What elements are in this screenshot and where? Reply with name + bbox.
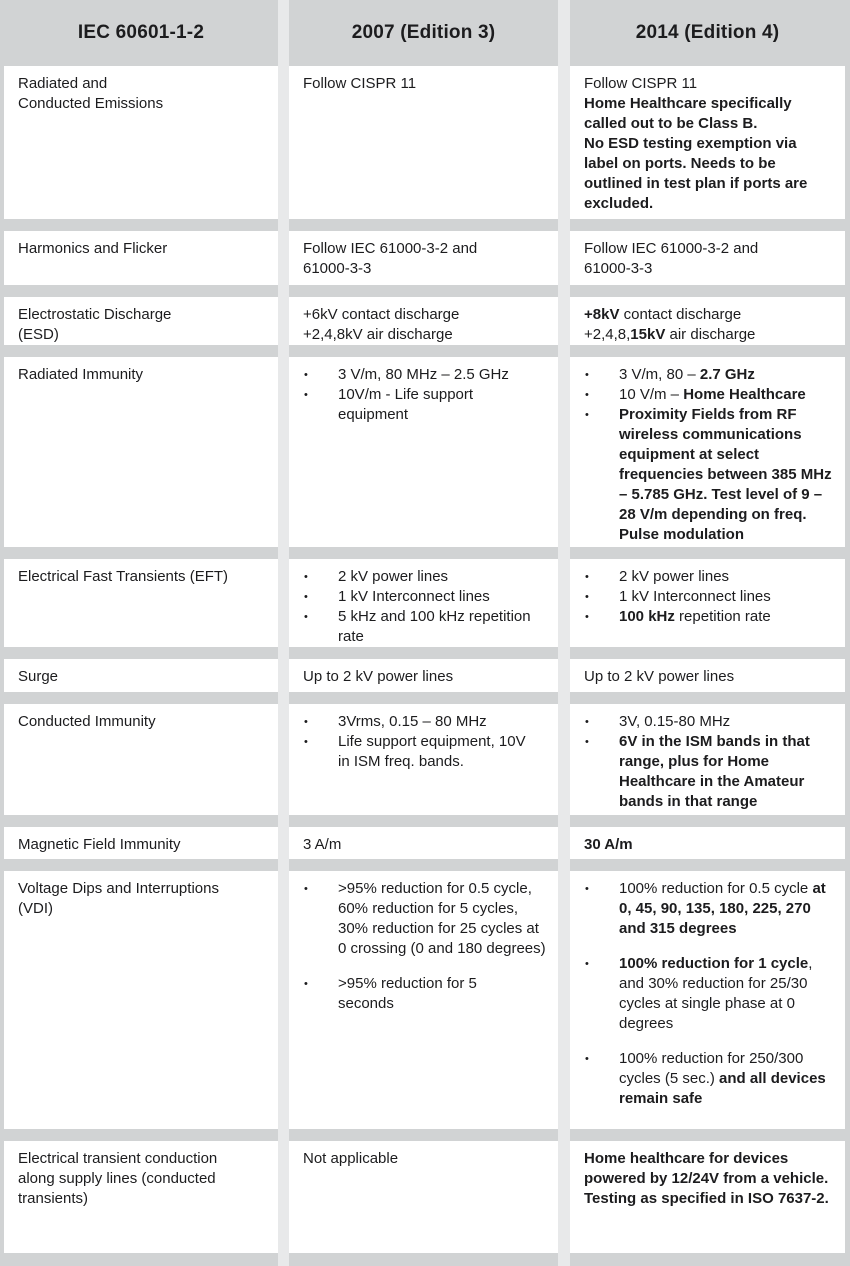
cell-magnetic-field-immunity-col2: [570, 827, 845, 859]
cell-esd-col0: [4, 297, 278, 345]
cell-text: Voltage Dips and Interruptions (VDI): [18, 880, 219, 917]
bullet-list: [303, 712, 546, 772]
cell-text: Electrical Fast Transients (EFT): [18, 568, 229, 585]
bullet-text: 3Vrms, 0.15 – 80 MHz: [338, 713, 487, 730]
bullet-item: [584, 712, 833, 732]
bullet-text: 2 kV power lines: [619, 568, 730, 585]
cell-conducted-immunity-col1: [289, 704, 558, 815]
cell-text: Surge: [18, 668, 59, 685]
bullet-list: [584, 712, 833, 812]
cell-text: Follow IEC 61000-3-2 and 61000-3-3: [303, 240, 478, 277]
bullet-item: [584, 607, 833, 627]
bullet-icon: •: [304, 978, 308, 990]
bullet-icon: •: [585, 736, 589, 748]
bullet-item: [303, 365, 546, 385]
cell-radiated-conducted-emissions-col1: [289, 66, 558, 219]
cell-eft-col0: [4, 559, 278, 647]
cell-radiated-immunity-col2: [570, 357, 845, 547]
cell-esd-col2: [570, 297, 845, 345]
cell-text: Electrostatic Discharge (ESD): [18, 306, 172, 343]
cell-text: Home healthcare for devices powered by 12/24V from a vehicle. Testing as specified in ISO 7637-2.: [584, 1150, 829, 1207]
cell-text: 30 A/m: [584, 836, 633, 853]
bullet-text: >95% reduction for 0.5 cycle, 60% reduction for 5 cycles, 30% reduction for 25 cycles at 0 crossing (0 and 180 degrees): [338, 880, 546, 957]
column-criteria: [0, 0, 278, 1266]
bullet-text: 100 kHz repetition rate: [619, 608, 771, 625]
bullet-item: [303, 974, 546, 1014]
bullet-list: [584, 879, 833, 1109]
bullet-text: >95% reduction for 5 seconds: [338, 975, 477, 1012]
cell-text: +8kV contact discharge +2,4,8,15kV air discharge: [584, 306, 756, 343]
bullet-list: [303, 365, 546, 425]
bullet-item: [584, 732, 833, 812]
cell-conducted-transients-col1: [289, 1141, 558, 1253]
cell-text: Radiated Immunity: [18, 366, 144, 383]
bullet-icon: •: [585, 1053, 589, 1065]
header-2007-edition-3: 2007 (Edition 3): [351, 22, 496, 43]
cell-text: Follow CISPR 11: [303, 75, 417, 92]
bullet-text: 3V, 0.15-80 MHz: [619, 713, 731, 730]
cell-text: +6kV contact discharge +2,4,8kV air discharge: [303, 306, 460, 343]
bullet-text: 1 kV Interconnect lines: [338, 588, 490, 605]
bullet-text: 100% reduction for 250/300 cycles (5 sec.) and all devices remain safe: [619, 1050, 826, 1107]
bullet-item: [584, 1049, 833, 1109]
header-standard: IEC 60601-1-2: [77, 22, 205, 43]
cell-text: Magnetic Field Immunity: [18, 836, 181, 853]
cell-esd-col1: [289, 297, 558, 345]
bullet-icon: •: [585, 409, 589, 421]
bullet-icon: •: [585, 389, 589, 401]
bullet-text: Life support equipment, 10V in ISM freq. bands.: [338, 733, 526, 770]
column-edition-3: [289, 0, 558, 1266]
bullet-item: [584, 587, 833, 607]
cell-vdi-col1: [289, 871, 558, 1129]
bullet-item: [584, 385, 833, 405]
cell-text: Follow CISPR 11 Home Healthcare specifically called out to be Class B. No ESD testing exemption via label on ports. Needs to be outlined in test plan if ports are excluded.: [584, 75, 808, 212]
bullet-icon: •: [304, 883, 308, 895]
bullet-icon: •: [304, 571, 308, 583]
cell-surge-col0: [4, 659, 278, 692]
cell-conducted-transients-col0: [4, 1141, 278, 1253]
bullet-list: [303, 879, 546, 1014]
bullet-text: 10 V/m – Home Healthcare: [619, 386, 806, 403]
bullet-item: [303, 732, 546, 772]
bullet-item: [584, 879, 833, 939]
bullet-text: 100% reduction for 1 cycle, and 30% reduction for 25/30 cycles at single phase at 0 degrees: [619, 955, 813, 1032]
cell-eft-col2: [570, 559, 845, 647]
cell-radiated-conducted-emissions-col2: [570, 66, 845, 219]
bullet-text: 5 kHz and 100 kHz repetition rate: [338, 608, 531, 645]
bullet-icon: •: [304, 736, 308, 748]
header-2014-edition-4: 2014 (Edition 4): [635, 22, 780, 43]
cell-text: Electrical transient conduction along supply lines (conducted transients): [18, 1150, 218, 1207]
cell-text: Up to 2 kV power lines: [584, 668, 735, 685]
cell-conducted-transients-col2: [570, 1141, 845, 1253]
column-gutter: [558, 0, 570, 1266]
cell-vdi-col2: [570, 871, 845, 1129]
bullet-item: [584, 405, 833, 545]
bullet-icon: •: [304, 611, 308, 623]
bullet-item: [584, 954, 833, 1034]
bullet-text: 10V/m - Life support equipment: [338, 386, 474, 423]
bullet-item: [303, 879, 546, 959]
bullet-text: 2 kV power lines: [338, 568, 449, 585]
bullet-item: [303, 567, 546, 587]
bullet-icon: •: [585, 591, 589, 603]
bullet-icon: •: [304, 591, 308, 603]
bullet-text: 3 V/m, 80 – 2.7 GHz: [619, 366, 755, 383]
cell-magnetic-field-immunity-col0: [4, 827, 278, 859]
bullet-item: [303, 587, 546, 607]
bullet-item: [303, 712, 546, 732]
cell-text: Radiated and Conducted Emissions: [18, 75, 164, 112]
bullet-text: Proximity Fields from RF wireless communications equipment at select frequencies between 385 MHz – 5.785 GHz. Test level of 9 – 28 V/m depending on freq. Pulse modulation: [619, 406, 832, 543]
cell-text: Follow IEC 61000-3-2 and 61000-3-3: [584, 240, 759, 277]
cell-conducted-immunity-col2: [570, 704, 845, 815]
bullet-text: 3 V/m, 80 MHz – 2.5 GHz: [338, 366, 509, 383]
bullet-list: [584, 567, 833, 627]
cell-text: Conducted Immunity: [18, 713, 156, 730]
cell-text: Not applicable: [303, 1150, 399, 1167]
bullet-item: [584, 365, 833, 385]
cell-magnetic-field-immunity-col1: [289, 827, 558, 859]
bullet-list: [303, 567, 546, 647]
cell-radiated-conducted-emissions-col0: [4, 66, 278, 219]
bullet-text: 100% reduction for 0.5 cycle at 0, 45, 90, 135, 180, 225, 270 and 315 degrees: [619, 880, 826, 937]
cell-surge-col2: [570, 659, 845, 692]
cell-harmonics-flicker-col2: [570, 231, 845, 285]
bullet-icon: •: [585, 883, 589, 895]
bullet-icon: •: [304, 716, 308, 728]
cell-radiated-immunity-col0: [4, 357, 278, 547]
bullet-text: 6V in the ISM bands in that range, plus for Home Healthcare in the Amateur bands in that range: [619, 733, 810, 810]
cell-eft-col1: [289, 559, 558, 647]
cell-text: Up to 2 kV power lines: [303, 668, 454, 685]
bullet-list: [584, 365, 833, 545]
bullet-icon: •: [585, 369, 589, 381]
bullet-icon: •: [304, 389, 308, 401]
column-gutter: [278, 0, 289, 1266]
cell-text: 3 A/m: [303, 836, 342, 853]
cell-vdi-col0: [4, 871, 278, 1129]
bullet-text: 1 kV Interconnect lines: [619, 588, 771, 605]
cell-radiated-immunity-col1: [289, 357, 558, 547]
column-edition-4: [570, 0, 850, 1266]
bullet-icon: •: [585, 716, 589, 728]
bullet-item: [303, 607, 546, 647]
cell-conducted-immunity-col0: [4, 704, 278, 815]
bullet-icon: •: [585, 958, 589, 970]
bullet-item: [303, 385, 546, 425]
bullet-icon: •: [585, 571, 589, 583]
cell-harmonics-flicker-col0: [4, 231, 278, 285]
cell-text: Harmonics and Flicker: [18, 240, 168, 257]
bullet-icon: •: [585, 611, 589, 623]
cell-surge-col1: [289, 659, 558, 692]
bullet-icon: •: [304, 369, 308, 381]
bullet-item: [584, 567, 833, 587]
cell-harmonics-flicker-col1: [289, 231, 558, 285]
